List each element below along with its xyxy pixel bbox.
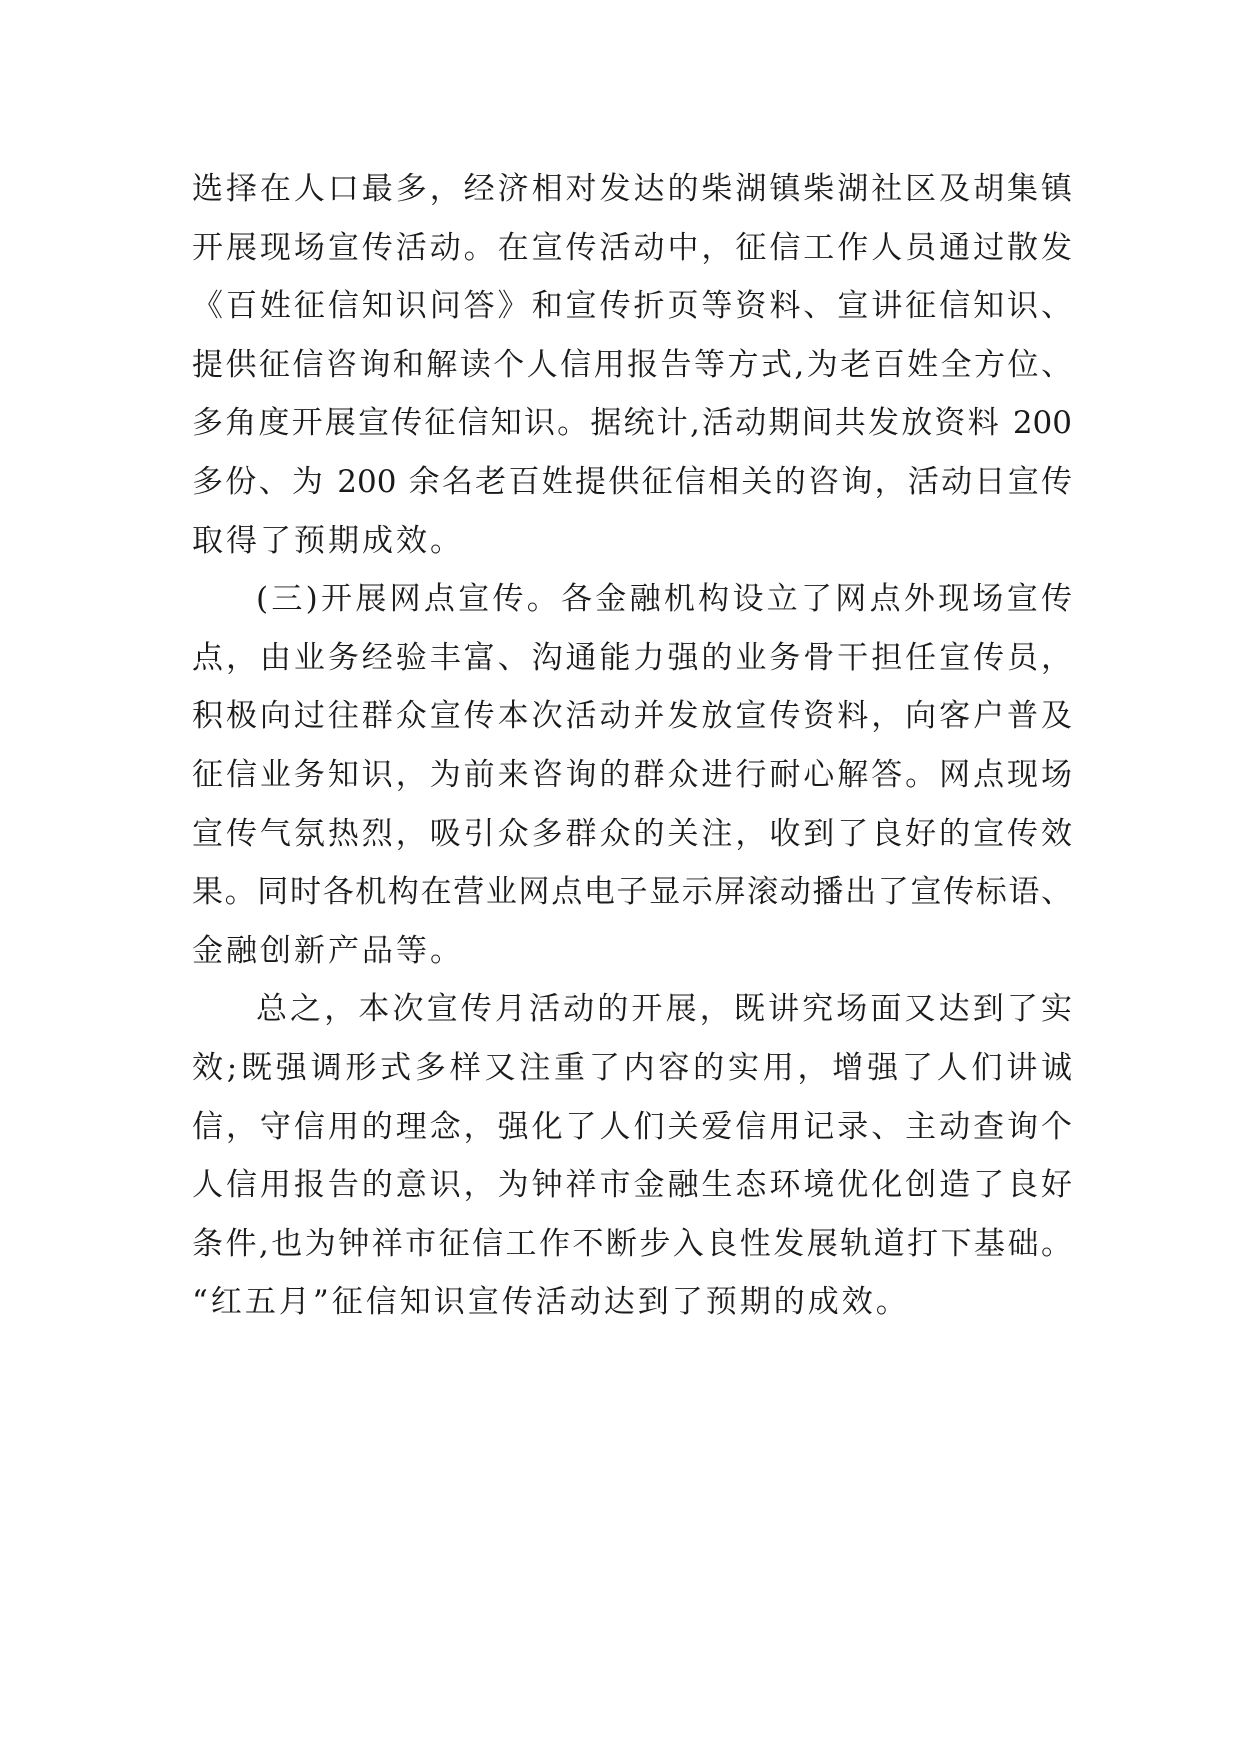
document-body (192, 160, 1072, 1332)
text-line: 点，由业务经验丰富、沟通能力强的业务骨干担任宣传员， (192, 639, 1072, 676)
text-line: (三)开展网点宣传。各金融机构设立了网点外现场宣传 (256, 581, 1072, 618)
text-line: 宣传气氛热烈，吸引众多群众的关注，收到了良好的宣传效 (192, 815, 1072, 852)
text-line: 信，守信用的理念，强化了人们关爱信用记录、主动查询个 (192, 1108, 1072, 1145)
text-line: 人信用报告的意识，为钟祥市金融生态环境优化创造了良好 (192, 1167, 1072, 1204)
text-line: 征信业务知识，为前来咨询的群众进行耐心解答。网点现场 (192, 756, 1072, 793)
text-line: 选择在人口最多，经济相对发达的柴湖镇柴湖社区及胡集镇 (192, 171, 1072, 207)
text-line: 金融创新产品等。 (192, 932, 464, 969)
text-line: 积极向过往群众宣传本次活动并发放宣传资料，向客户普及 (192, 698, 1072, 735)
text-line: 果。同时各机构在营业网点电子显示屏滚动播出了宣传标语、 (192, 874, 1072, 911)
text-line: 总之，本次宣传月活动的开展，既讲究场面又达到了实 (256, 991, 1072, 1028)
paragraph-continuation (192, 160, 1072, 570)
text-line: “红五月”征信知识宣传活动达到了预期的成效。 (192, 1284, 910, 1321)
text-line: 多份、为 200 余名老百姓提供征信相关的咨询，活动日宣传 (192, 463, 1072, 500)
text-line: 开展现场宣传活动。在宣传活动中，征信工作人员通过散发 (192, 229, 1072, 266)
text-line: 多角度开展宣传征信知识。据统计,活动期间共发放资料 200 (192, 405, 1072, 442)
text-line: 《百姓征信知识问答》和宣传折页等资料、宣讲征信知识、 (192, 288, 1072, 325)
paragraph-branch-publicity (192, 570, 1072, 980)
text-line: 条件,也为钟祥市征信工作不断步入良性发展轨道打下基础。 (192, 1225, 1072, 1262)
text-line: 提供征信咨询和解读个人信用报告等方式,为老百姓全方位、 (192, 346, 1072, 383)
paragraph-conclusion (192, 980, 1072, 1332)
text-line: 取得了预期成效。 (192, 522, 464, 559)
text-line: 效;既强调形式多样又注重了内容的实用，增强了人们讲诚 (192, 1049, 1072, 1086)
